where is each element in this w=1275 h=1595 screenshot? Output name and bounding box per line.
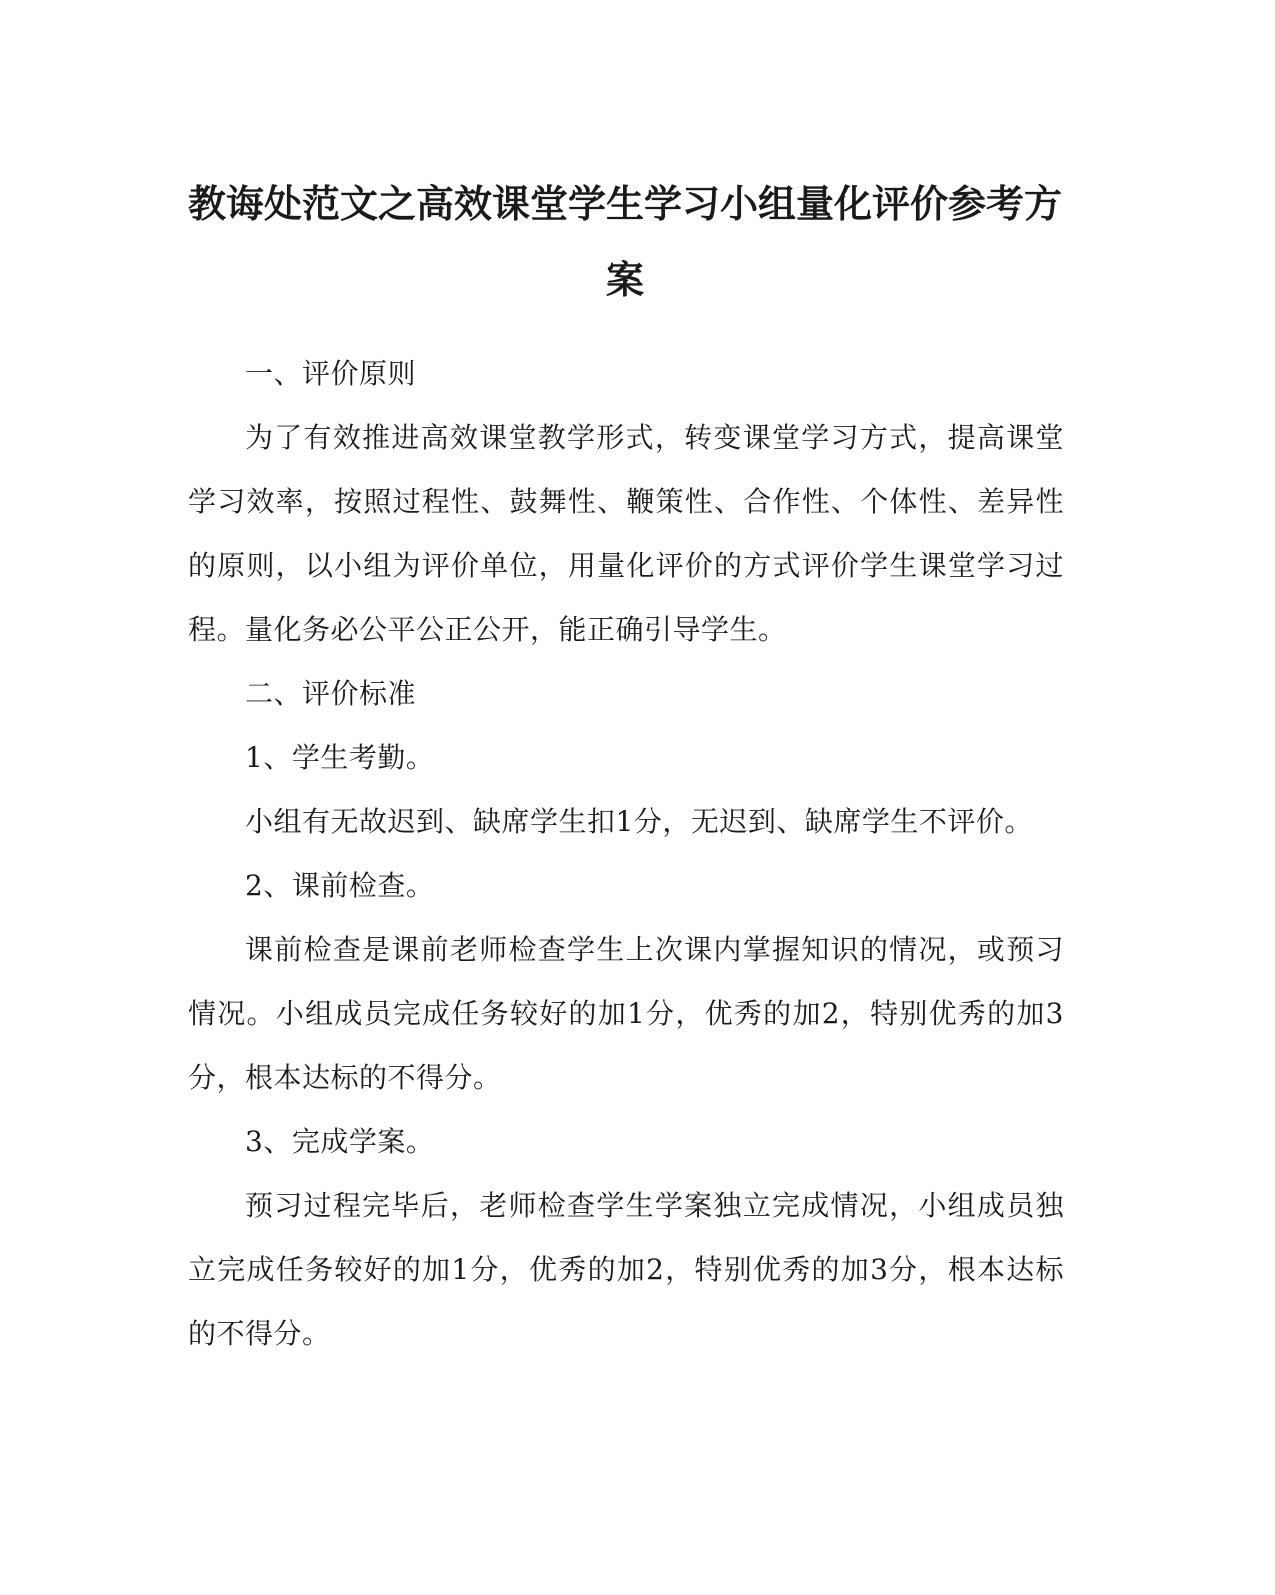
section-heading-principles: 一、评价原则 xyxy=(245,357,417,390)
paragraph-pre-class-check: 课前检查是课前老师检查学生上次课内掌握知识的情况，或预习情况。小组成员完成任务较好的加1分，优秀的加2，特别优秀的加3分，根本达标的不得分。 xyxy=(188,933,1064,1094)
paragraph-study-plan: 预习过程完毕后，老师检查学生学案独立完成情况，小组成员独立完成任务较好的加1分，优秀的加2，特别优秀的加3分，根本达标的不得分。 xyxy=(188,1189,1064,1350)
document-title: 教诲处范文之高效课堂学生学习小组量化评价参考方案 xyxy=(187,181,1062,302)
paragraph-attendance: 小组有无故迟到、缺席学生扣1分，无迟到、缺席学生不评价。 xyxy=(245,805,1033,838)
item-heading-pre-class-check: 2、课前检查。 xyxy=(245,869,435,902)
item-heading-study-plan: 3、完成学案。 xyxy=(245,1125,435,1158)
paragraph-principles: 为了有效推进高效课堂教学形式，转变课堂学习方式，提高课堂学习效率，按照过程性、鼓舞性、鞭策性、合作性、个体性、差异性的原则，以小组为评价单位，用量化评价的方式评价学生课堂学习过程。量化务必公平公正公开，能正确引导学生。 xyxy=(188,421,1064,646)
section-heading-standards: 二、评价标准 xyxy=(245,677,417,710)
item-heading-attendance: 1、学生考勤。 xyxy=(245,741,435,774)
